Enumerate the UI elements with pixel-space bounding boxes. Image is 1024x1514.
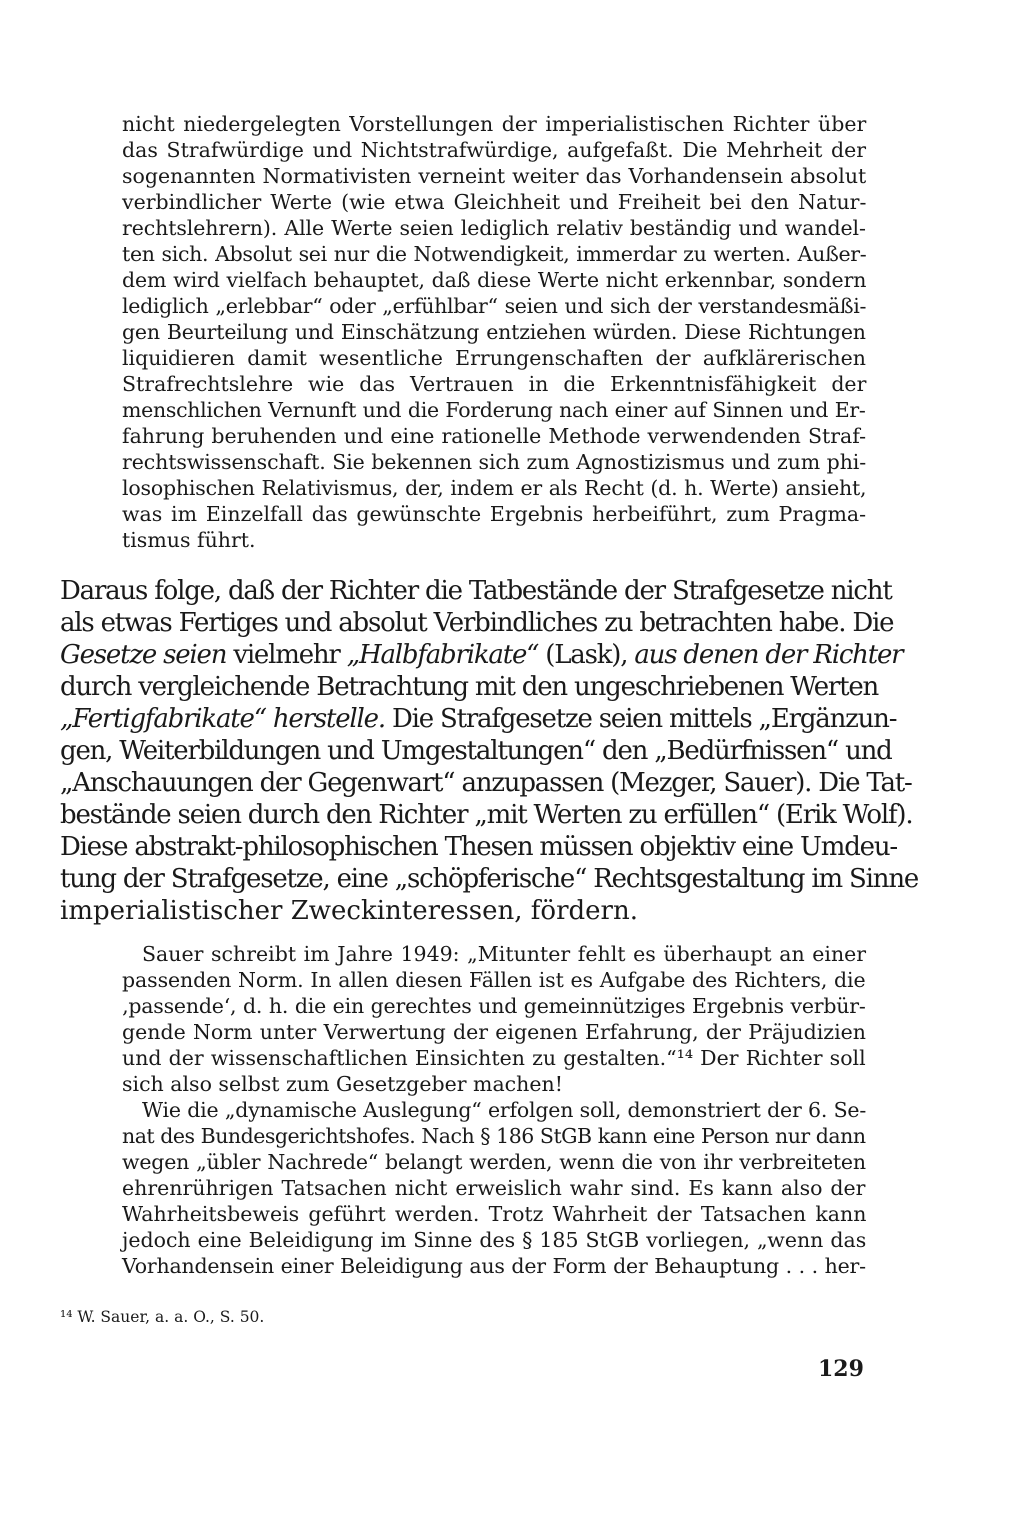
- main-line-3-italic-c: aus denen der Richter: [634, 640, 903, 670]
- quote2-line-13: Vorhandensein einer Beleidigung aus der Form der Behauptung . . . her-: [122, 1254, 866, 1278]
- quote2-line-6: sich also selbst zum Gesetzgeber machen!: [122, 1072, 563, 1096]
- main-line-3-italic-a: Gesetze seien: [60, 640, 227, 670]
- quote1-line-9: gen Beurteilung und Einschätzung entziehen würden. Diese Richtungen: [122, 320, 866, 344]
- main-line-6: gen, Weiterbildungen und Umgestaltungen“ den „Bedürfnissen“ und: [60, 736, 892, 766]
- main-line-5: [60, 704, 896, 734]
- main-line-3-italic-b: „Halbfabrikate“: [346, 640, 539, 670]
- main-line-3: [60, 640, 902, 670]
- quote1-line-7: dem wird vielfach behauptet, daß diese Werte nicht erkennbar, sondern: [122, 268, 867, 292]
- main-line-3-roman-a: vielmehr: [226, 640, 347, 670]
- main-line-7: „Anschauungen der Gegenwart“ anzupassen (Mezger, Sauer). Die Tat-: [60, 768, 912, 798]
- quote2-line-7: Wie die „dynamische Auslegung“ erfolgen soll, demonstriert der 6. Se-: [142, 1098, 867, 1122]
- quote2-line-11: Wahrheitsbeweis geführt werden. Trotz Wahrheit der Tatsachen kann: [122, 1202, 867, 1226]
- main-line-5-italic: „Fertigfabrikate“ herstelle.: [60, 704, 385, 734]
- quote1-line-8: lediglich „erlebbar“ oder „erfühlbar“ seien und sich der verstandesmäßi-: [122, 294, 867, 318]
- quote1-line-15: losophischen Relativismus, der, indem er als Recht (d. h. Werte) ansieht,: [122, 476, 867, 500]
- page-number: 129: [818, 1356, 864, 1382]
- quote1-line-10: liquidieren damit wesentliche Errungenschaften der aufklärerischen: [122, 346, 866, 370]
- main-line-2: als etwas Fertiges und absolut Verbindliches zu betrachten habe. Die: [60, 608, 894, 638]
- quote1-line-3: sogenannten Normativisten verneint weiter das Vorhandensein absolut: [122, 164, 867, 188]
- quote2-line-1: Sauer schreibt im Jahre 1949: „Mitunter fehlt es überhaupt an einer: [142, 942, 867, 966]
- main-line-1: Daraus folge, daß der Richter die Tatbestände der Strafgesetze nicht: [60, 576, 892, 606]
- quote2-line-10: ehrenrührigen Tatsachen nicht erweislich wahr sind. Es kann also der: [122, 1176, 866, 1200]
- quote1-line-14: rechtswissenschaft. Sie bekennen sich zum Agnostizismus und zum phi-: [122, 450, 867, 474]
- footnote: ¹⁴ W. Sauer, a. a. O., S. 50.: [60, 1308, 265, 1326]
- quote1-line-13: fahrung beruhenden und eine rationelle Methode verwendenden Straf-: [122, 424, 867, 448]
- main-line-11: imperialistischer Zweckinteressen, fördern.: [60, 896, 638, 926]
- quote1-line-12: menschlichen Vernunft und die Forderung nach einer auf Sinnen und Er-: [122, 398, 866, 422]
- quote1-line-17: tismus führt.: [122, 528, 256, 552]
- quote2-line-12: jedoch eine Beleidigung im Sinne des § 185 StGB vorliegen, „wenn das: [122, 1228, 867, 1252]
- quote1-line-11: Strafrechtslehre wie das Vertrauen in die Erkenntnisfähigkeit der: [122, 372, 867, 396]
- quote2-line-5: und der wissenschaftlichen Einsichten zu gestalten.“¹⁴ Der Richter soll: [122, 1046, 866, 1070]
- main-line-3-roman-b: (Lask),: [538, 640, 635, 670]
- main-line-8: bestände seien durch den Richter „mit Werten zu erfüllen“ (Erik Wolf).: [60, 800, 913, 830]
- main-line-5-roman: Die Strafgesetze seien mittels „Ergänzun-: [384, 704, 897, 734]
- main-line-4: durch vergleichende Betrachtung mit den ungeschriebenen Werten: [60, 672, 879, 702]
- quote2-line-8: nat des Bundesgerichtshofes. Nach § 186 StGB kann eine Person nur dann: [122, 1124, 866, 1148]
- main-line-9: Diese abstrakt-philosophischen Thesen müssen objektiv eine Umdeu-: [60, 832, 897, 862]
- quote2-line-4: gende Norm unter Verwertung der eigenen Erfahrung, der Präjudizien: [122, 1020, 866, 1044]
- quote1-line-1: nicht niedergelegten Vorstellungen der imperialistischen Richter über: [122, 112, 867, 136]
- quote1-line-16: was im Einzelfall das gewünschte Ergebnis herbeiführt, zum Pragma-: [122, 502, 867, 526]
- quote1-line-4: verbindlicher Werte (wie etwa Gleichheit und Freiheit bei den Natur-: [122, 190, 867, 214]
- quote2-line-9: wegen „übler Nachrede“ belangt werden, wenn die von ihr verbreiteten: [122, 1150, 866, 1174]
- quote1-line-5: rechtslehrern). Alle Werte seien lediglich relativ beständig und wandel-: [122, 216, 866, 240]
- quote2-line-2: passenden Norm. In allen diesen Fällen ist es Aufgabe des Richters, die: [122, 968, 866, 992]
- quote2-line-3: ‚passende‘, d. h. die ein gerechtes und gemeinnütziges Ergebnis verbür-: [122, 994, 866, 1018]
- quote1-line-2: das Strafwürdige und Nichtstrafwürdige, aufgefaßt. Die Mehrheit der: [122, 138, 867, 162]
- main-line-10: tung der Strafgesetze, eine „schöpferische“ Rechtsgestaltung im Sinne: [60, 864, 919, 894]
- quote1-line-6: ten sich. Absolut sei nur die Notwendigkeit, immerdar zu werten. Außer-: [122, 242, 867, 266]
